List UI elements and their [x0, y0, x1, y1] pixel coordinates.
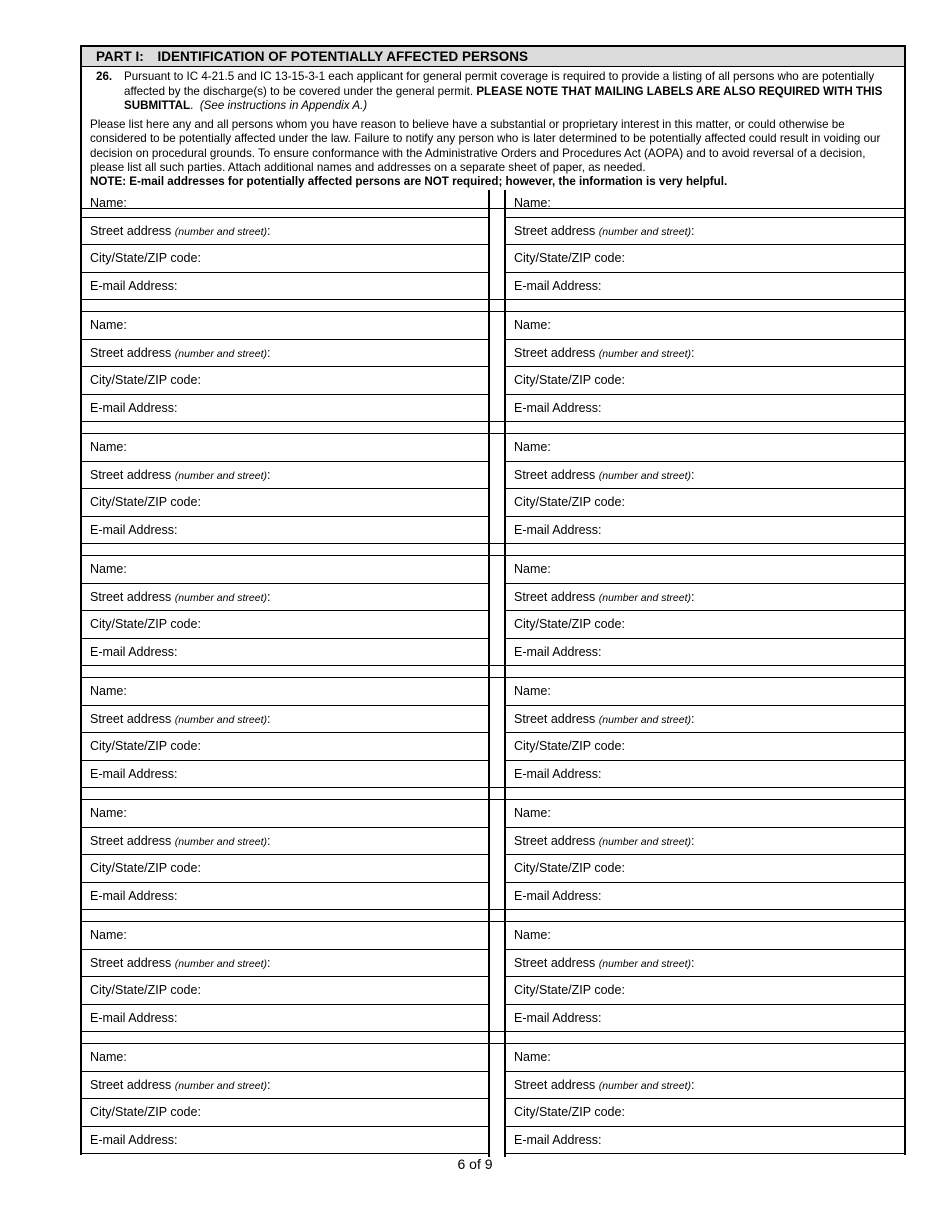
- email-label: E-mail Address:: [90, 1132, 178, 1147]
- name-field[interactable]: [82, 190, 488, 218]
- entry-spacer: [82, 300, 488, 312]
- street-hint: (number and street): [598, 591, 691, 604]
- street-field[interactable]: [506, 1072, 904, 1100]
- street-label: Street address: [514, 467, 596, 482]
- person-entry: [82, 312, 488, 422]
- entry-spacer: [82, 1032, 488, 1044]
- street-hint: (number and street): [598, 957, 691, 970]
- person-entry: [506, 556, 904, 666]
- street-field[interactable]: [506, 340, 904, 368]
- part-label: PART I:: [96, 49, 144, 64]
- street-field[interactable]: [506, 950, 904, 978]
- mailing-labels-note: PLEASE NOTE THAT MAILING LABELS ARE ALSO REQUIRED WITH THIS SUBMITTAL: [124, 84, 883, 113]
- street-colon: :: [267, 711, 271, 726]
- entry-spacer: [82, 422, 488, 434]
- right-column: [506, 190, 904, 1154]
- name-field[interactable]: [506, 800, 904, 828]
- city-field[interactable]: [82, 733, 488, 761]
- person-entry: [506, 922, 904, 1032]
- entry-spacer: [506, 788, 904, 800]
- city-label: City/State/ZIP code:: [90, 861, 201, 875]
- city-field[interactable]: [82, 855, 488, 883]
- email-field[interactable]: [506, 1005, 904, 1033]
- person-entry: [82, 190, 488, 300]
- person-entry: [82, 922, 488, 1032]
- name-field[interactable]: [506, 556, 904, 584]
- separator-spacer: [490, 910, 504, 922]
- person-entry: [506, 1044, 904, 1154]
- name-label: Name:: [90, 440, 127, 454]
- separator-spacer: [490, 300, 504, 312]
- separator-spacer: [490, 544, 504, 556]
- person-entry: [82, 556, 488, 666]
- city-label: City/State/ZIP code:: [514, 861, 625, 875]
- city-label: City/State/ZIP code:: [514, 1105, 625, 1119]
- street-hint: (number and street): [598, 225, 691, 238]
- city-field[interactable]: [82, 245, 488, 273]
- street-hint: (number and street): [174, 347, 267, 360]
- email-label: E-mail Address:: [514, 522, 602, 537]
- email-label: E-mail Address:: [514, 278, 602, 293]
- name-field[interactable]: [82, 922, 488, 950]
- email-label: E-mail Address:: [90, 766, 178, 781]
- email-field[interactable]: [82, 639, 488, 667]
- city-field[interactable]: [82, 489, 488, 517]
- email-field[interactable]: [82, 1005, 488, 1033]
- appendix-reference: (See instructions in Appendix A.): [199, 99, 368, 113]
- street-hint: (number and street): [598, 1079, 691, 1092]
- city-field[interactable]: [506, 977, 904, 1005]
- street-field[interactable]: [82, 828, 488, 856]
- street-label: Street address: [90, 589, 172, 604]
- entry-spacer: [506, 910, 904, 922]
- city-field[interactable]: [82, 1099, 488, 1127]
- street-field[interactable]: [506, 218, 904, 246]
- email-label: E-mail Address:: [514, 1132, 602, 1147]
- street-field[interactable]: [506, 828, 904, 856]
- street-field[interactable]: [506, 462, 904, 490]
- name-field[interactable]: [82, 800, 488, 828]
- street-colon: :: [691, 345, 695, 360]
- entry-spacer: [506, 666, 904, 678]
- city-label: City/State/ZIP code:: [514, 983, 625, 997]
- street-label: Street address: [90, 467, 172, 482]
- city-field[interactable]: [506, 733, 904, 761]
- name-label: Name:: [514, 562, 551, 576]
- street-label: Street address: [514, 833, 596, 848]
- street-colon: :: [267, 589, 271, 604]
- email-label: E-mail Address:: [90, 400, 178, 415]
- street-hint: (number and street): [598, 713, 691, 726]
- street-hint: (number and street): [174, 1079, 267, 1092]
- email-field[interactable]: [82, 1127, 488, 1155]
- name-field[interactable]: [506, 434, 904, 462]
- name-field[interactable]: [506, 190, 904, 218]
- street-hint: (number and street): [174, 469, 267, 482]
- street-label: Street address: [514, 345, 596, 360]
- email-note: NOTE: E-mail addresses for potentially affected persons are NOT required; however, the information is very helpful.: [90, 175, 728, 189]
- email-label: E-mail Address:: [90, 522, 178, 537]
- email-field[interactable]: [82, 273, 488, 301]
- city-label: City/State/ZIP code:: [514, 251, 625, 265]
- column-separator: [488, 190, 506, 1157]
- city-field[interactable]: [506, 489, 904, 517]
- entry-spacer: [506, 544, 904, 556]
- name-label: Name:: [514, 684, 551, 698]
- city-field[interactable]: [82, 367, 488, 395]
- email-field[interactable]: [506, 273, 904, 301]
- email-label: E-mail Address:: [90, 888, 178, 903]
- street-colon: :: [691, 955, 695, 970]
- street-label: Street address: [90, 711, 172, 726]
- email-label: E-mail Address:: [514, 400, 602, 415]
- left-column: [82, 190, 488, 1154]
- street-colon: :: [691, 1077, 695, 1092]
- question-text: Pursuant to IC 4-21.5 and IC 13-15-3-1 each applicant for general permit coverage is required to provide a listing of all persons who are potentially affected by the discharge(s) to be covered under the general permit.: [124, 70, 875, 98]
- name-label: Name:: [90, 562, 127, 576]
- name-field[interactable]: [82, 1044, 488, 1072]
- separator-spacer-top: [490, 654, 504, 666]
- city-label: City/State/ZIP code:: [514, 495, 625, 509]
- page-number: 6 of 9: [457, 1156, 493, 1172]
- name-label: Name:: [90, 684, 127, 698]
- street-field[interactable]: [506, 584, 904, 612]
- separator-spacer: [490, 422, 504, 434]
- city-label: City/State/ZIP code:: [90, 373, 201, 387]
- entry-spacer: [82, 788, 488, 800]
- city-label: City/State/ZIP code:: [90, 251, 201, 265]
- person-entry: [506, 434, 904, 544]
- name-label: Name:: [90, 318, 127, 332]
- street-field[interactable]: [82, 218, 488, 246]
- separator-spacer-top: [490, 776, 504, 788]
- email-field[interactable]: [506, 395, 904, 423]
- email-field[interactable]: [82, 761, 488, 789]
- city-label: City/State/ZIP code:: [90, 617, 201, 631]
- person-entry: [506, 678, 904, 788]
- name-label: Name:: [514, 196, 551, 210]
- entry-spacer: [506, 422, 904, 434]
- person-entry: [82, 434, 488, 544]
- street-field[interactable]: [82, 462, 488, 490]
- street-colon: :: [267, 955, 271, 970]
- street-hint: (number and street): [598, 469, 691, 482]
- email-field[interactable]: [82, 517, 488, 545]
- name-label: Name:: [514, 928, 551, 942]
- city-field[interactable]: [82, 977, 488, 1005]
- street-hint: (number and street): [598, 835, 691, 848]
- person-entry: [82, 800, 488, 910]
- entry-spacer: [82, 666, 488, 678]
- city-label: City/State/ZIP code:: [90, 495, 201, 509]
- street-label: Street address: [90, 833, 172, 848]
- city-field[interactable]: [506, 611, 904, 639]
- street-hint: (number and street): [174, 591, 267, 604]
- name-label: Name:: [514, 806, 551, 820]
- email-field[interactable]: [82, 395, 488, 423]
- email-label: E-mail Address:: [514, 644, 602, 659]
- street-hint: (number and street): [174, 957, 267, 970]
- separator-spacer: [490, 788, 504, 800]
- street-label: Street address: [514, 955, 596, 970]
- entry-spacer: [82, 544, 488, 556]
- email-label: E-mail Address:: [90, 1010, 178, 1025]
- email-label: E-mail Address:: [90, 644, 178, 659]
- city-label: City/State/ZIP code:: [514, 373, 625, 387]
- person-entry: [506, 312, 904, 422]
- street-field[interactable]: [506, 706, 904, 734]
- street-colon: :: [267, 223, 271, 238]
- separator-spacer-top: [490, 410, 504, 422]
- entry-spacer: [506, 300, 904, 312]
- email-label: E-mail Address:: [514, 1010, 602, 1025]
- name-field[interactable]: [506, 922, 904, 950]
- name-field[interactable]: [82, 434, 488, 462]
- question-period: .: [190, 99, 194, 113]
- city-field[interactable]: [506, 855, 904, 883]
- part-title: IDENTIFICATION OF POTENTIALLY AFFECTED PERSONS: [157, 49, 529, 64]
- street-colon: :: [267, 467, 271, 482]
- street-hint: (number and street): [174, 225, 267, 238]
- name-field[interactable]: [506, 312, 904, 340]
- street-colon: :: [691, 467, 695, 482]
- email-label: E-mail Address:: [90, 278, 178, 293]
- city-label: City/State/ZIP code:: [514, 617, 625, 631]
- city-field[interactable]: [506, 1099, 904, 1127]
- entry-spacer: [506, 1032, 904, 1044]
- person-entry: [506, 800, 904, 910]
- city-label: City/State/ZIP code:: [90, 983, 201, 997]
- street-colon: :: [691, 711, 695, 726]
- entry-spacer: [82, 910, 488, 922]
- email-field[interactable]: [506, 761, 904, 789]
- street-hint: (number and street): [598, 347, 691, 360]
- name-field[interactable]: [82, 678, 488, 706]
- street-colon: :: [267, 1077, 271, 1092]
- email-field[interactable]: [506, 517, 904, 545]
- instructions-text: Please list here any and all persons whom you have reason to believe have a substantial or proprietary interest in this matter, or could otherwise be considered to be potentially affected under the law. Failure to notify any person who is later determined to be potentially affected could result in voiding our decision on procedural grounds. To ensure conformance with the Administrative Orders and Procedures Act (AOPA) and to avoid reversal of a decision, please list all such parties. Attach additional names and addresses on a separate sheet of paper, as needed.: [90, 118, 881, 174]
- street-label: Street address: [90, 223, 172, 238]
- name-label: Name:: [90, 806, 127, 820]
- street-colon: :: [267, 833, 271, 848]
- street-field[interactable]: [82, 950, 488, 978]
- name-label: Name:: [514, 440, 551, 454]
- name-field[interactable]: [82, 312, 488, 340]
- city-field[interactable]: [506, 245, 904, 273]
- city-field[interactable]: [506, 367, 904, 395]
- separator-spacer: [490, 1032, 504, 1044]
- name-label: Name:: [90, 196, 127, 210]
- email-field[interactable]: [506, 883, 904, 911]
- name-field[interactable]: [506, 1044, 904, 1072]
- email-field[interactable]: [82, 883, 488, 911]
- street-label: Street address: [90, 1077, 172, 1092]
- person-entry: [82, 678, 488, 788]
- name-label: Name:: [514, 1050, 551, 1064]
- street-colon: :: [267, 345, 271, 360]
- street-hint: (number and street): [174, 835, 267, 848]
- city-label: City/State/ZIP code:: [514, 739, 625, 753]
- name-label: Name:: [90, 928, 127, 942]
- person-entry: [506, 190, 904, 300]
- part-header: [82, 47, 904, 67]
- street-label: Street address: [514, 589, 596, 604]
- separator-spacer-top: [490, 898, 504, 910]
- city-label: City/State/ZIP code:: [90, 1105, 201, 1119]
- name-field[interactable]: [82, 556, 488, 584]
- question-number: 26.: [96, 70, 113, 83]
- street-label: Street address: [514, 711, 596, 726]
- name-field[interactable]: [506, 678, 904, 706]
- name-label: Name:: [514, 318, 551, 332]
- street-label: Street address: [90, 345, 172, 360]
- street-field[interactable]: [82, 340, 488, 368]
- street-field[interactable]: [82, 584, 488, 612]
- city-label: City/State/ZIP code:: [90, 739, 201, 753]
- question-26: [82, 67, 904, 111]
- affected-persons-form: [80, 45, 906, 1155]
- email-field[interactable]: [506, 639, 904, 667]
- street-label: Street address: [90, 955, 172, 970]
- street-label: Street address: [514, 1077, 596, 1092]
- email-label: E-mail Address:: [514, 766, 602, 781]
- street-colon: :: [691, 833, 695, 848]
- separator-spacer-top: [490, 532, 504, 544]
- street-colon: :: [691, 223, 695, 238]
- email-label: E-mail Address:: [514, 888, 602, 903]
- street-colon: :: [691, 589, 695, 604]
- separator-spacer: [490, 666, 504, 678]
- street-label: Street address: [514, 223, 596, 238]
- city-field[interactable]: [82, 611, 488, 639]
- street-hint: (number and street): [174, 713, 267, 726]
- street-field[interactable]: [82, 1072, 488, 1100]
- separator-spacer-top: [490, 288, 504, 300]
- name-label: Name:: [90, 1050, 127, 1064]
- separator-spacer-top: [490, 1020, 504, 1032]
- street-field[interactable]: [82, 706, 488, 734]
- email-field[interactable]: [506, 1127, 904, 1155]
- person-entry: [82, 1044, 488, 1154]
